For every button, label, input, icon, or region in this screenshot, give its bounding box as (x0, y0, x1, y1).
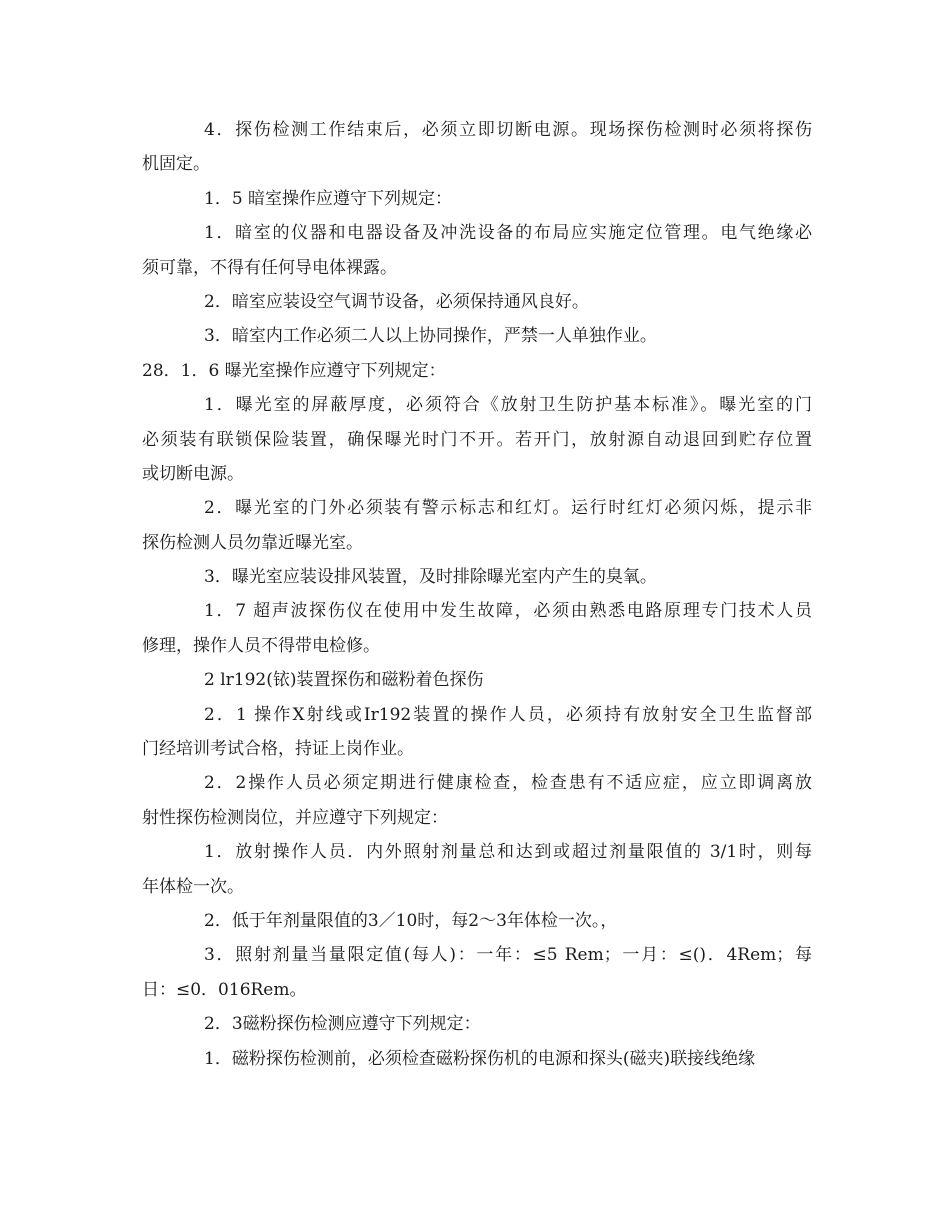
paragraph (142, 491, 812, 560)
text-line: 射性探伤检测岗位，并应遵守下列规定： (142, 807, 448, 828)
paragraph (142, 388, 812, 491)
text-line: 或切断电源。 (142, 463, 244, 484)
text-line: 3．照射剂量当量限定值(每人)：一年：≤5 Rem；一月：≤()．4Rem；每 (204, 945, 812, 966)
text-line: 3．暗室内工作必须二人以上协同操作，严禁一人单独作业。 (204, 326, 657, 347)
text-line: 4．探伤检测工作结束后，必须立即切断电源。现场探伤检测时必须将探伤 (204, 120, 812, 140)
text-line: 必须装有联锁保险装置，确保曝光时门不开。若开门，放射源自动退回到贮存位置 (142, 429, 812, 450)
paragraph (142, 594, 812, 663)
paragraph (142, 938, 812, 1007)
text-line: 1．磁粉探伤检测前，必须检查磁粉探伤机的电源和探头(磁夹)联接线绝缘 (204, 1048, 756, 1069)
document-page (142, 113, 812, 1076)
paragraph (142, 698, 812, 767)
text-line: 1．暗室的仪器和电器设备及冲洗设备的布局应实施定位管理。电气绝缘必 (204, 223, 812, 244)
paragraph (142, 1042, 812, 1076)
text-line: 门经培训考试合格，持证上岗作业。 (142, 739, 414, 760)
paragraph (142, 904, 812, 938)
text-line: 须可靠，不得有任何导电体裸露。 (142, 257, 397, 278)
text-line: 2．2操作人员必须定期进行健康检查，检查患有不适应症，应立即调离放 (204, 773, 812, 794)
text-line: 1．5 暗室操作应遵守下列规定： (204, 188, 453, 209)
paragraph (142, 285, 812, 319)
text-line: 2．暗室应装设空气调节设备，必须保持通风良好。 (204, 291, 589, 312)
text-line: 2．3磁粉探伤检测应遵守下列规定： (204, 1014, 481, 1035)
paragraph (142, 766, 812, 835)
text-line: 1．曝光室的屏蔽厚度，必须符合《放射卫生防护基本标准》。曝光室的门 (204, 395, 812, 416)
text-line: 28．1．6 曝光室操作应遵守下列规定： (142, 360, 446, 381)
paragraph (142, 354, 812, 388)
text-line: 3．曝光室应装设排风装置，及时排除曝光室内产生的臭氧。 (204, 567, 657, 588)
paragraph (142, 560, 812, 594)
paragraph (142, 835, 812, 904)
text-line: 日：≤0．016Rem。 (142, 979, 307, 1000)
paragraph (142, 182, 812, 216)
paragraph (142, 113, 812, 182)
paragraph (142, 319, 812, 353)
text-line: 机固定。 (142, 154, 210, 175)
paragraph (142, 663, 812, 697)
text-line: 1．放射操作人员．内外照射剂量总和达到或超过剂量限值的 3/1时，则每 (204, 842, 812, 863)
text-line: 2．低于年剂量限值的3／10时，每2～3年体检一次。， (204, 910, 618, 931)
text-line: 1．7 超声波探伤仪在使用中发生故障，必须由熟悉电路原理专门技术人员 (204, 601, 812, 622)
text-line: 2．曝光室的门外必须装有警示标志和红灯。运行时红灯必须闪烁，提示非 (204, 498, 812, 519)
text-line: 2．1 操作X射线或Ir192装置的操作人员，必须持有放射安全卫生监督部 (204, 704, 812, 725)
text-line: 2 lr192(铱)装置探伤和磁粉着色探伤 (204, 670, 484, 691)
text-line: 年体检一次。 (142, 876, 244, 897)
paragraph (142, 1007, 812, 1041)
text-line: 修理，操作人员不得带电检修。 (142, 635, 380, 656)
paragraph (142, 216, 812, 285)
text-line: 探伤检测人员勿靠近曝光室。 (142, 532, 363, 553)
